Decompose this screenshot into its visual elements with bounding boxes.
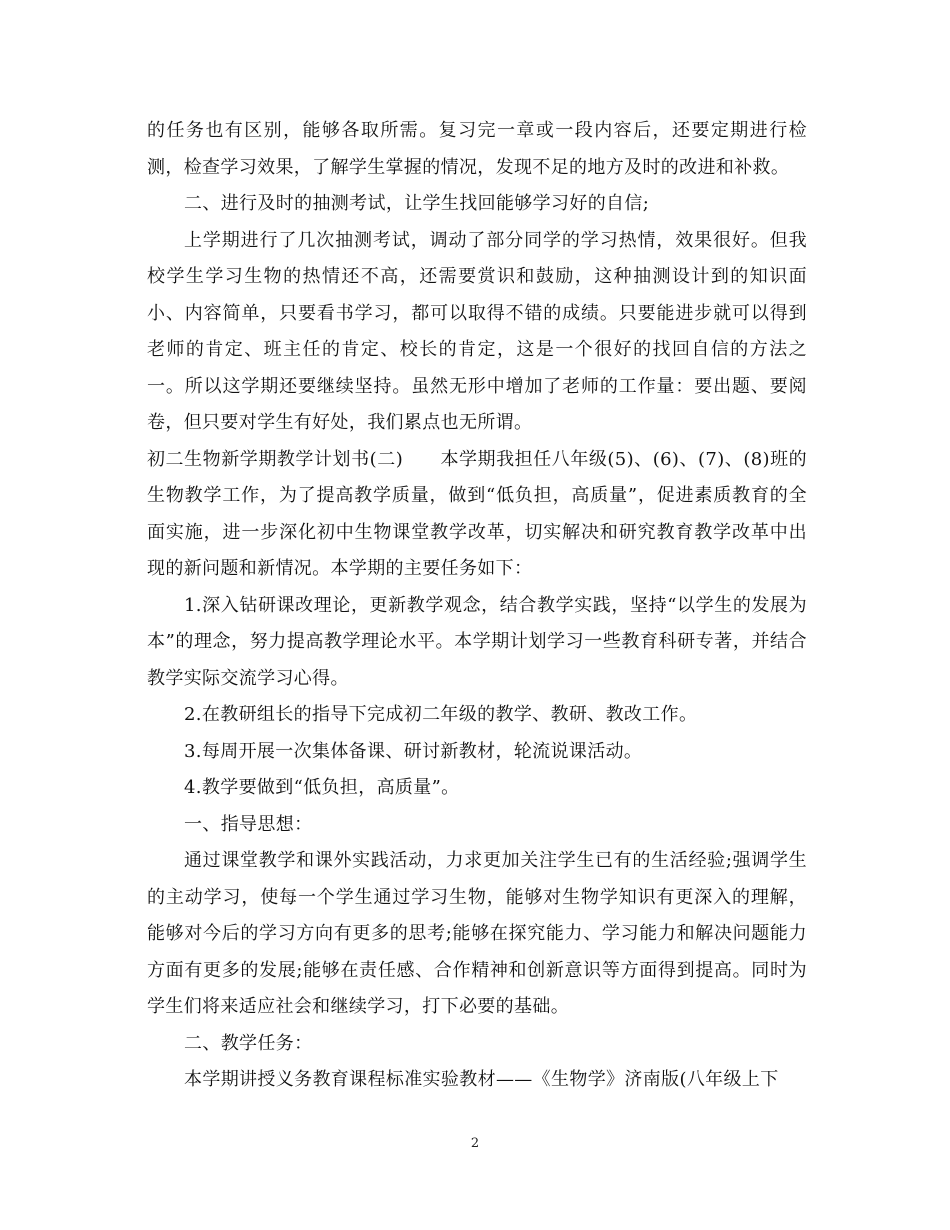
document-body — [147, 113, 807, 1099]
paragraph-9: 一、指导思想： — [184, 813, 313, 835]
paragraph-7: 3.每周开展一次集体备课、研讨新教材，轮流说课活动。 — [184, 740, 643, 762]
paragraph-5: 1.深入钻研课改理论，更新教学观念，结合教学实践，坚持“以学生的发展为本”的理念，努力提高教学理论水平。本学期计划学习一些教育科研专著，并结合教学实际交流学习心得。 — [147, 594, 807, 689]
paragraph-8: 4.教学要做到“低负担，高质量”。 — [184, 777, 460, 798]
paragraph-12: 本学期讲授义务教育课程标准实验教材——《生物学》济南版(八年级上下 — [184, 1069, 779, 1090]
paragraph-11: 二、教学任务： — [184, 1032, 313, 1054]
paragraph-4: 初二生物新学期教学计划书(二) 本学期我担任八年级(5)、(6)、(7)、(8)班的生物教学工作，为了提高教学质量，做到“低负担，高质量”，促进素质教育的全面实施，进一步深化初中生物课堂教学改革，切实解决和研究教育教学改革中出现的新问题和新情况。本学期的主要任务如下： — [147, 448, 807, 579]
paragraph-1: 的任务也有区别，能够各取所需。复习完一章或一段内容后，还要定期进行检测，检查学习效果，了解学生掌握的情况，发现不足的地方及时的改进和补救。 — [147, 120, 807, 178]
page-number: 2 — [470, 1136, 480, 1151]
paragraph-2: 二、进行及时的抽测考试，让学生找回能够学习好的自信; — [184, 193, 650, 214]
paragraph-6: 2.在教研组长的指导下完成初二年级的教学、教研、教改工作。 — [184, 704, 698, 725]
paragraph-3: 上学期进行了几次抽测考试，调动了部分同学的学习热情，效果很好。但我校学生学习生物的热情还不高，还需要赏识和鼓励，这种抽测设计到的知识面小、内容简单，只要看书学习，都可以取得不错的成绩。只要能进步就可以得到老师的肯定、班主任的肯定、校长的肯定，这是一个很好的找回自信的方法之一。所以这学期还要继续坚持。虽然无形中增加了老师的工作量：要出题、要阅卷，但只要对学生有好处，我们累点也无所谓。 — [147, 229, 807, 433]
paragraph-10: 通过课堂教学和课外实践活动，力求更加关注学生已有的生活经验;强调学生的主动学习，使每一个学生通过学习生物，能够对生物学知识有更深入的理解，能够对今后的学习方向有更多的思考;能够在探究能力、学习能力和解决问题能力方面有更多的发展;能够在责任感、合作精神和创新意识等方面得到提高。同时为学生们将来适应社会和继续学习，打下必要的基础。 — [147, 850, 807, 1017]
